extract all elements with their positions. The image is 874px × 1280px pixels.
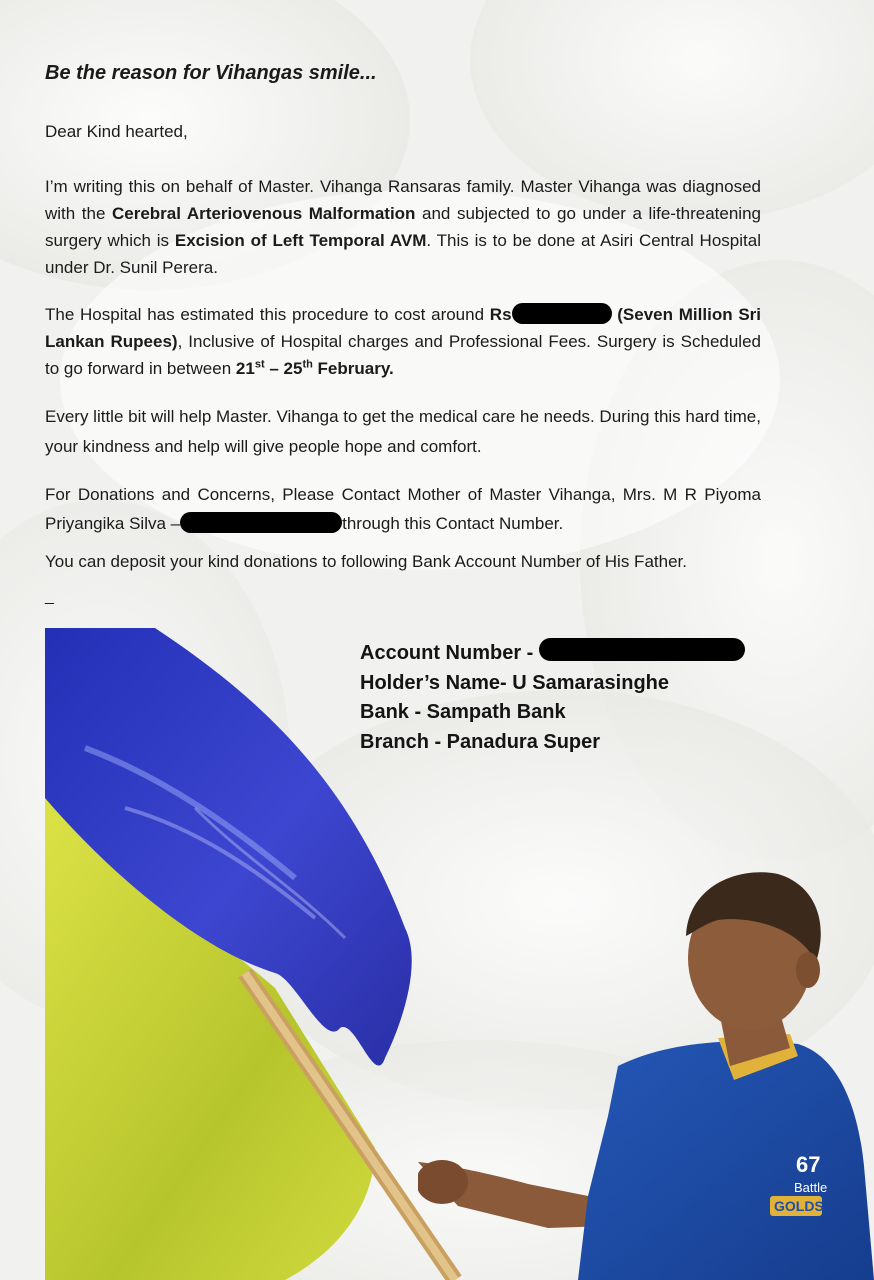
letter-heading: Be the reason for Vihangas smile... (45, 62, 377, 84)
paragraph-deposit: You can deposit your kind donations to following Bank Account Number of His Father. (45, 552, 687, 571)
branch-name: Branch - Panadura Super (360, 730, 601, 753)
bank-details (360, 638, 745, 757)
redacted-phone (180, 512, 342, 533)
paragraph-contact: For Donations and Concerns, Please Contact Mother of Master Vihanga, Mrs. M R Piyoma Priyangika Silva – through this Contact Number. (45, 485, 761, 533)
paragraph-help: Every little bit will help Master. Vihanga to get the medical care he needs. During this hard time, your kindness and help will give people hope and comfort. (45, 407, 761, 456)
redacted-amount (512, 303, 612, 324)
boy-photo (418, 866, 874, 1280)
redacted-account-number (539, 638, 745, 661)
paragraph-cost: The Hospital has estimated this procedure to cost around Rs (Seven Million Sri Lankan Rupees), Inclusive of Hospital charges and Professional Fees. Surgery is Scheduled to go forward in between 21st – 25th February. (45, 305, 762, 378)
separator-dash: _ (45, 588, 54, 605)
salutation: Dear Kind hearted, (45, 122, 188, 141)
bank-name: Bank - Sampath Bank (360, 701, 566, 723)
holder-name: Holder’s Name- U Samarasinghe (360, 671, 669, 694)
paragraph-diagnosis: I’m writing this on behalf of Master. Vihanga Ransaras family. Master Vihanga was diagnosed with the Cerebral Arteriovenous Malformation and subjected to go under a life-threatening surgery which is Excision of Left Temporal AVM. This is to be done at Asiri Central Hospital under Dr. Sunil Perera. (45, 177, 761, 277)
jersey-text-golds: GOLDS (774, 1198, 824, 1214)
jersey-text-battle: Battle (794, 1180, 828, 1195)
account-number: Account Number - (360, 638, 745, 669)
jersey-number: 67 (796, 1152, 821, 1177)
